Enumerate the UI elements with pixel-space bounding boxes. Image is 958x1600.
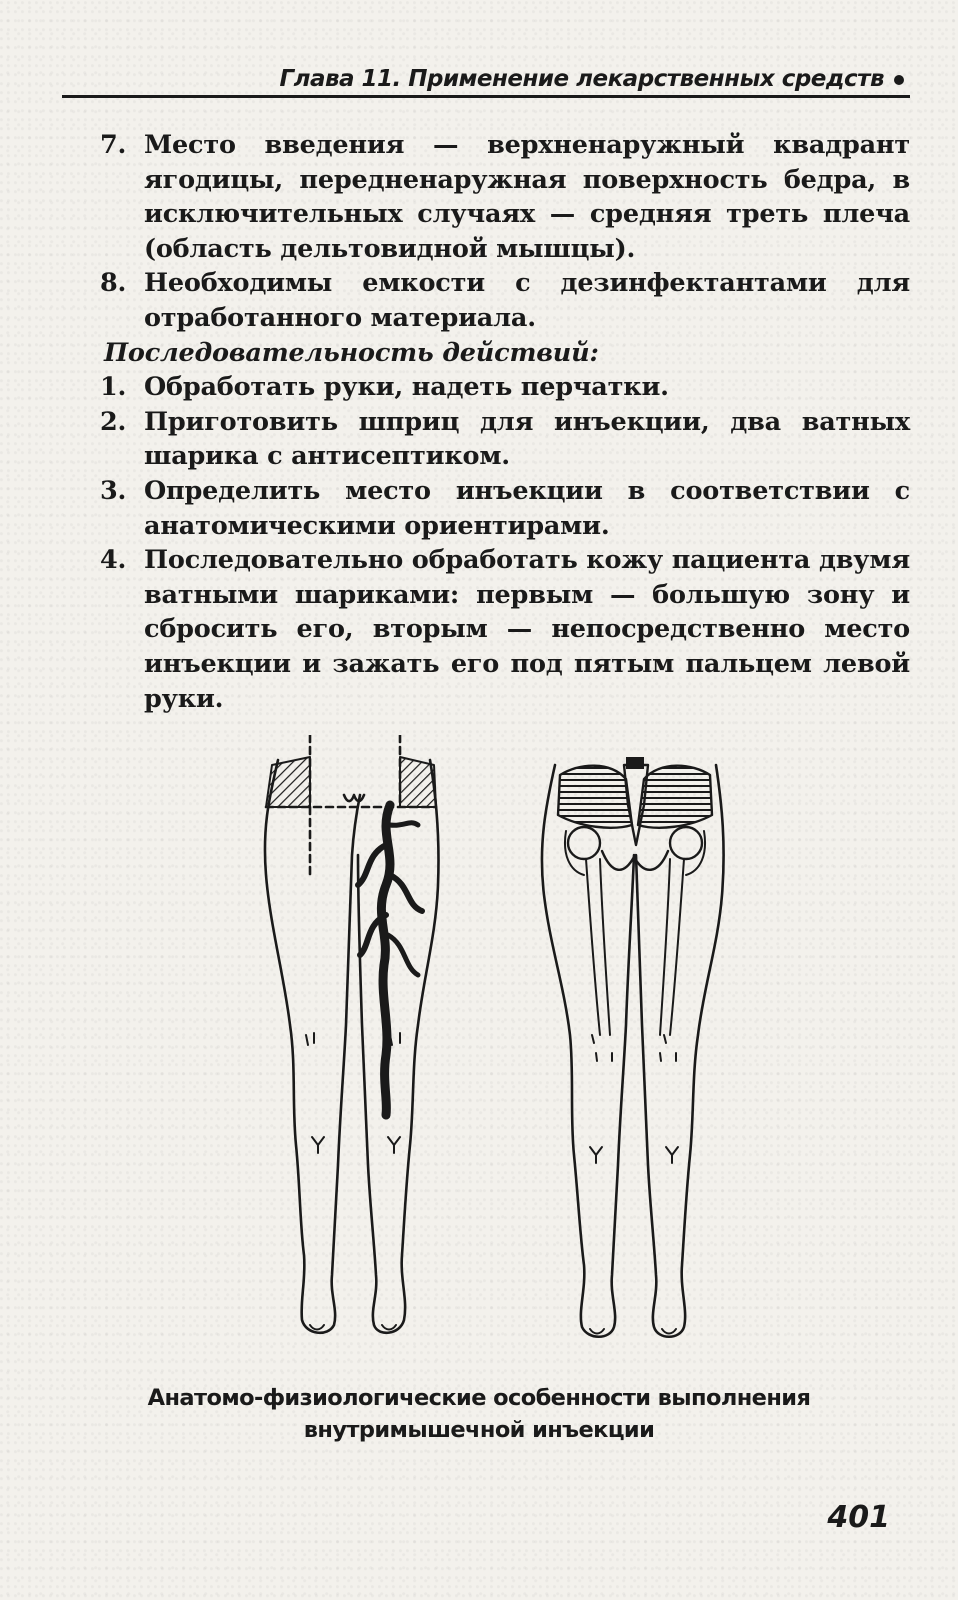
list-item — [100, 474, 910, 543]
list-item — [100, 543, 910, 716]
item-number: 1. — [100, 372, 127, 403]
list-item — [100, 370, 910, 405]
list-item — [100, 266, 910, 335]
legs-skeleton-drawing — [542, 757, 724, 1337]
caption-line-1: Анатомо-физиологические особенности выполнения — [147, 1385, 811, 1411]
list-item — [100, 405, 910, 474]
list-item — [100, 128, 910, 266]
item-text: Приготовить шприц для инъекции, два ватных шарика с антисептиком. — [144, 406, 910, 472]
section-title: Последовательность действий: — [104, 337, 599, 368]
running-title: Глава 11. Применение лекарственных средств — [279, 66, 884, 92]
caption-line-2: внутримышечной инъекции — [303, 1417, 655, 1443]
item-text: Последовательно обработать кожу пациента двумя ватными шариками: первым — большую зону и сбросить его, вторым — непосредственно место инъекции и зажать его под пятым пальцем левой руки. — [144, 545, 910, 714]
legs-surface-drawing — [265, 735, 439, 1333]
body-text — [100, 128, 910, 716]
item-number: 4. — [100, 545, 127, 576]
item-text: Место введения — верхненаружный квадрант ягодицы, передненаружная поверхность бедра, в исключительных случаях — средняя треть плеча (область дельтовидной мышцы). — [144, 130, 910, 264]
item-text: Определить место инъекции в соответствии с анатомическими ориентирами. — [144, 475, 910, 541]
bullet-dot-icon — [894, 75, 904, 85]
item-number: 2. — [100, 406, 127, 437]
item-number: 3. — [100, 475, 127, 506]
page-number: 401 — [827, 1500, 890, 1535]
item-number: 7. — [100, 130, 127, 160]
item-text: Необходимы емкости с дезинфектантами для отработанного материала. — [144, 268, 910, 333]
anatomy-figure — [240, 735, 740, 1345]
item-text: Обработать руки, надеть перчатки. — [144, 372, 669, 403]
figure-caption — [0, 1382, 958, 1446]
running-header — [62, 62, 910, 98]
item-number: 8. — [100, 268, 127, 299]
